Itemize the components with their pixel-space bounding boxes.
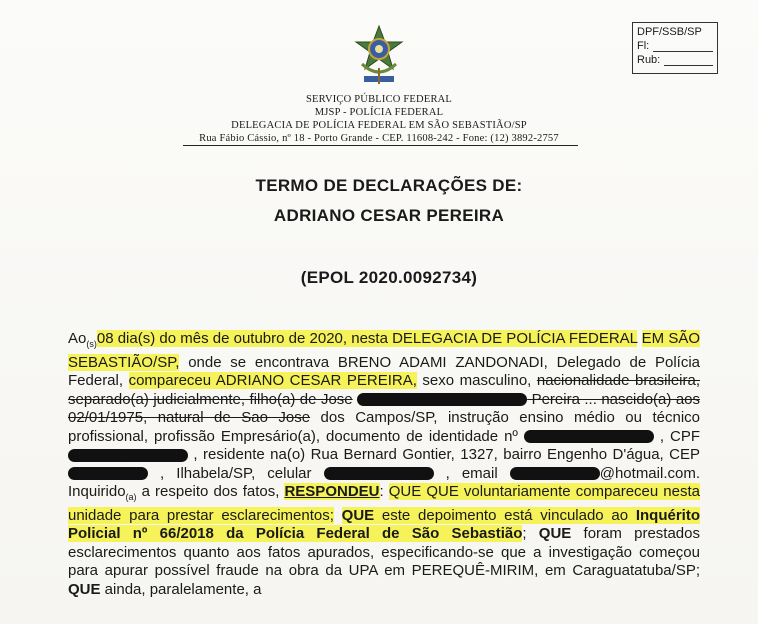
stamp-rubric-label: Rub: [637,54,661,66]
redaction-mark [324,467,434,480]
redaction-mark [68,449,188,462]
date-highlight: 08 dia(s) do mês de outubro de 2020, [96,330,348,347]
epol-number: (EPOL 2020.0092734) [300,268,478,287]
header-office: DELEGACIA DE POLÍCIA FEDERAL EM SÃO SEBASTIÃO/SP [231,120,527,131]
header-ministry: MJSP - POLÍCIA FEDERAL [314,107,444,118]
redaction-mark [68,467,148,480]
stamp-rubric-blank [664,55,713,66]
appearance-highlight: compareceu ADRIANO CESAR PEREIRA, [128,372,417,389]
responded-label: RESPONDEU [284,483,380,500]
header-divider [183,145,578,146]
inquiry-reference: Inquérito Policial nº 66/2018 da Polícia Federal de São Sebastião [68,506,701,542]
stamp-unit: DPF/SSB/SP [637,26,702,38]
page-stamp-box [632,22,718,74]
redaction-mark [357,393,527,406]
redaction-mark [510,467,600,480]
header-address: Rua Fábio Cássio, nº 18 - Porto Grande - CEP. 11608-242 - Fone: (12) 3892-2757 [199,133,559,144]
statement-body: $Ao_{(s)}08$ dia(s) do mês de outubro de 2020, nesta DELEGACIA DE POLÍCIA FEDERAL EM SÃO SEBASTIÃO/SP, onde se encontrava BRENO ADAMI ZANDONADI, Delegado de Polícia Federal, compareceu ADRIANO CESAR PEREIRA, sexo masculino, nacionalidade brasileira, separado(a) judicialmente, filho(a) de Jose Pereira ... nascido(a) aos 02/01/1975, natural de Sao Jose dos Campos/SP, instrução ensino médio ou técnico profissional, profissão Empresário(a), documento de identidade nº , CPF , residente na(o) Rua Bernard Gontier, 1327, bairro Engenho D'água, CEP , Ilhabela/SP, celular , email @hotmail.com. Inquirido$_{(a)}$ a respeito dos fatos, RESPONDEU: QUE QUE voluntariamente compareceu nesta unidade para prestar esclarecimentos; QUE este depoimento está vinculado ao Inquérito Policial nº 66/2018 da Polícia Federal de São Sebastião; QUE foram prestados esclarecimentos quanto aos fatos apurados, especificando-se que a investigação começou para apurar possível fraude na obra da UPA em PEREQUÊ-MIRIM, em Caraguatatuba/SP; QUE ainda, paralelamente, a [68,330,701,598]
declarant-name: ADRIANO CESAR PEREIRA [273,206,505,225]
doc-title: TERMO DE DECLARAÇÕES DE: [255,176,523,195]
stamp-folio-label: Fl: [637,40,650,52]
stamp-folio-blank [653,41,713,52]
redaction-mark [524,430,654,443]
brazil-coat-of-arms-icon [354,24,404,88]
header-service: SERVIÇO PÚBLICO FEDERAL [305,94,453,105]
